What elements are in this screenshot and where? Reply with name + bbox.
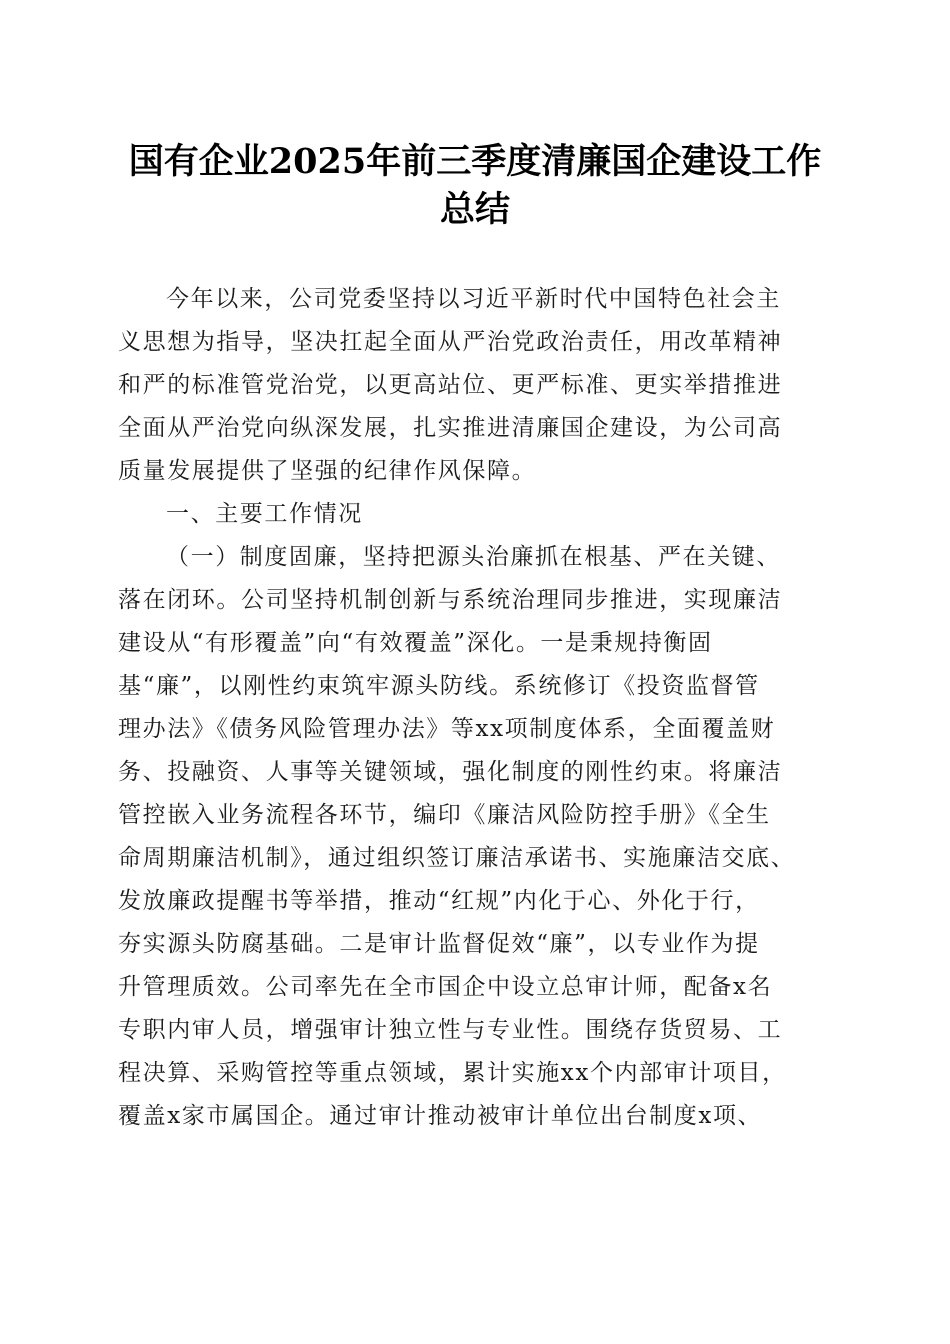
paragraph-line: 今年以来，公司党委坚持以习近平新时代中国特色社会主 xyxy=(166,286,781,312)
paragraph-line: 基“廉”，以刚性约束筑牢源头防线。系统修订《投资监督管 xyxy=(118,673,760,699)
paragraph-line: 务、投融资、人事等关键领域，强化制度的刚性约束。将廉洁 xyxy=(118,759,783,785)
paragraph-line: 管控嵌入业务流程各环节，编印《廉洁风险防控手册》《全生 xyxy=(118,802,771,828)
paragraph-line: 质量发展提供了坚强的纪律作风保障。 xyxy=(118,458,537,484)
document-body xyxy=(118,278,834,1138)
paragraph-line: 命周期廉洁机制》，通过组织签订廉洁承诺书、实施廉洁交底、 xyxy=(118,845,796,871)
paragraph-line: （一）制度固廉，坚持把源头治廉抓在根基、严在关键、 xyxy=(166,544,781,570)
paragraph-line: 和严的标准管党治党，以更高站位、更严标准、更实举措推进 xyxy=(118,372,783,398)
title-line-1: 国有企业2025年前三季度清廉国企建设工作 xyxy=(128,141,822,182)
paragraph-line: 程决算、采购管控等重点领域，累计实施xx个内部审计项目， xyxy=(118,1060,787,1086)
paragraph-line: 建设从“有形覆盖”向“有效覆盖”深化。一是秉规持衡固 xyxy=(118,630,713,656)
paragraph-line: 义思想为指导，坚决扛起全面从严治党政治责任，用改革精神 xyxy=(118,329,783,355)
paragraph-line: 覆盖x家市属国企。通过审计推动被审计单位出台制度x项、 xyxy=(118,1103,763,1129)
paragraph-line: 发放廉政提醒书等举措，推动“红规”内化于心、外化于行， xyxy=(118,888,760,914)
title-line-2: 总结 xyxy=(439,189,510,230)
paragraph-line: 专职内审人员，增强审计独立性与专业性。围绕存货贸易、工 xyxy=(118,1017,783,1043)
document-title xyxy=(118,138,832,234)
section-heading: 一、主要工作情况 xyxy=(166,501,363,527)
paragraph-line: 升管理质效。公司率先在全市国企中设立总审计师，配备x名 xyxy=(118,974,773,1000)
paragraph-line: 夯实源头防腐基础。二是审计监督促效“廉”，以专业作为提 xyxy=(118,931,760,957)
paragraph-line: 全面从严治党向纵深发展，扎实推进清廉国企建设，为公司高 xyxy=(118,415,783,441)
paragraph-line: 理办法》《债务风险管理办法》等xx项制度体系，全面覆盖财 xyxy=(118,716,776,742)
paragraph-line: 落在闭环。公司坚持机制创新与系统治理同步推进，实现廉洁 xyxy=(118,587,783,613)
